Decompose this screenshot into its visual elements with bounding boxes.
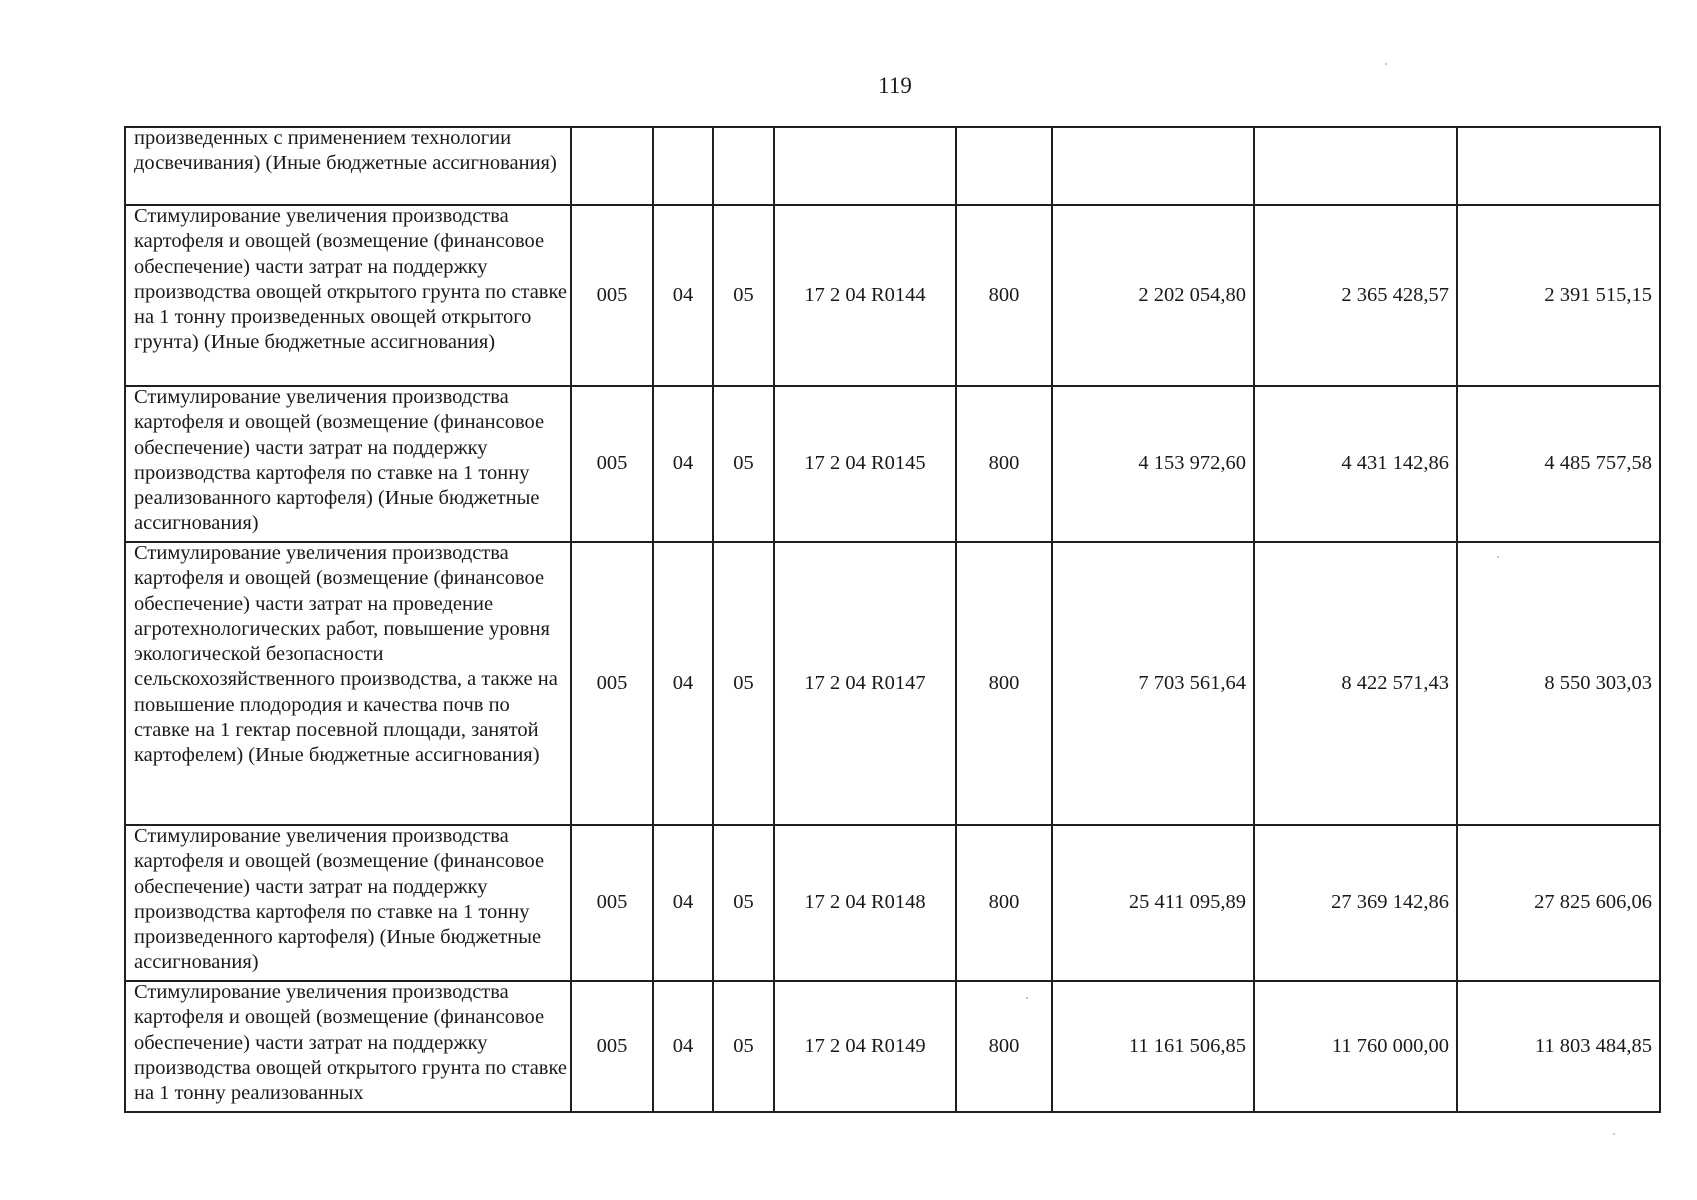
description-text: Стимулирование увеличения производства картофеля и овощей (возмещение (финансовое обеспечение) части затрат на поддержку производства картофеля по ставке на 1 тонну произведенного картофеля) (Иные бюджетные ассигнования) — [134, 825, 545, 974]
row-description — [125, 127, 571, 205]
amount-year-3: 11 803 484,85 — [1457, 981, 1660, 1112]
ministry-code: 005 — [571, 825, 653, 981]
target-article-code: 17 2 04 R0144 — [774, 205, 956, 386]
section-code: 04 — [653, 542, 713, 825]
subsection-code: 05 — [713, 981, 774, 1112]
amount-year-2: 8 422 571,43 — [1254, 542, 1457, 825]
expense-type-code: 800 — [956, 386, 1052, 542]
target-article-code — [774, 127, 956, 205]
subsection-code: 05 — [713, 386, 774, 542]
amount-year-1: 2 202 054,80 — [1052, 205, 1254, 386]
description-text: Стимулирование увеличения производства картофеля и овощей (возмещение (финансовое обеспечение) части затрат на проведение агротехнологических работ, повышение уровня экологической безопасности сельскохозяйственного производства, а также на повышение плодородия и качества почв по ставке на 1 гектар посевной площади, занятой картофелем) (Иные бюджетные ассигнования) — [134, 542, 558, 767]
ministry-code: 005 — [571, 205, 653, 386]
table-row — [125, 825, 1660, 981]
section-code — [653, 127, 713, 205]
amount-year-2: 2 365 428,57 — [1254, 205, 1457, 386]
row-description — [125, 825, 571, 981]
table-row — [125, 386, 1660, 542]
subsection-code: 05 — [713, 205, 774, 386]
description-text: Стимулирование увеличения производства картофеля и овощей (возмещение (финансовое обеспечение) части затрат на поддержку производства картофеля по ставке на 1 тонну реализованного картофеля) (Иные бюджетные ассигнования) — [134, 386, 545, 535]
target-article-code: 17 2 04 R0149 — [774, 981, 956, 1112]
target-article-code: 17 2 04 R0147 — [774, 542, 956, 825]
section-code: 04 — [653, 981, 713, 1112]
row-description — [125, 981, 571, 1112]
table-row — [125, 127, 1660, 205]
description-text: Стимулирование увеличения производства картофеля и овощей (возмещение (финансовое обеспечение) части затрат на поддержку производства овощей открытого грунта по ставке на 1 тонну произведенных овощей открытого грунта) (Иные бюджетные ассигнования) — [134, 205, 568, 354]
amount-year-1: 11 161 506,85 — [1052, 981, 1254, 1112]
scan-speck — [1026, 997, 1028, 999]
expense-type-code: 800 — [956, 825, 1052, 981]
budget-table — [124, 126, 1661, 1113]
subsection-code: 05 — [713, 825, 774, 981]
scan-speck — [1613, 1133, 1615, 1135]
amount-year-2: 27 369 142,86 — [1254, 825, 1457, 981]
amount-year-1 — [1052, 127, 1254, 205]
table-row — [125, 542, 1660, 825]
amount-year-2: 4 431 142,86 — [1254, 386, 1457, 542]
table-row — [125, 205, 1660, 386]
amount-year-1: 25 411 095,89 — [1052, 825, 1254, 981]
page-number: 119 — [878, 73, 912, 98]
expense-type-code: 800 — [956, 981, 1052, 1112]
ministry-code: 005 — [571, 542, 653, 825]
row-description — [125, 542, 571, 825]
subsection-code: 05 — [713, 542, 774, 825]
amount-year-1: 7 703 561,64 — [1052, 542, 1254, 825]
target-article-code: 17 2 04 R0148 — [774, 825, 956, 981]
expense-type-code: 800 — [956, 205, 1052, 386]
amount-year-3: 8 550 303,03 — [1457, 542, 1660, 825]
scan-speck — [1385, 63, 1387, 65]
expense-type-code — [956, 127, 1052, 205]
amount-year-3: 27 825 606,06 — [1457, 825, 1660, 981]
ministry-code: 005 — [571, 981, 653, 1112]
section-code: 04 — [653, 825, 713, 981]
expense-type-code: 800 — [956, 542, 1052, 825]
amount-year-2 — [1254, 127, 1457, 205]
description-text: произведенных с применением технологии досвечивания) (Иные бюджетные ассигнования) — [134, 127, 557, 175]
section-code: 04 — [653, 386, 713, 542]
amount-year-3 — [1457, 127, 1660, 205]
section-code: 04 — [653, 205, 713, 386]
scan-speck — [1497, 556, 1499, 558]
amount-year-2: 11 760 000,00 — [1254, 981, 1457, 1112]
description-text: Стимулирование увеличения производства картофеля и овощей (возмещение (финансовое обеспечение) части затрат на поддержку производства овощей открытого грунта по ставке на 1 тонну реализованных — [134, 981, 568, 1105]
amount-year-3: 4 485 757,58 — [1457, 386, 1660, 542]
ministry-code — [571, 127, 653, 205]
subsection-code — [713, 127, 774, 205]
amount-year-3: 2 391 515,15 — [1457, 205, 1660, 386]
target-article-code: 17 2 04 R0145 — [774, 386, 956, 542]
table-row — [125, 981, 1660, 1112]
amount-year-1: 4 153 972,60 — [1052, 386, 1254, 542]
row-description — [125, 205, 571, 386]
ministry-code: 005 — [571, 386, 653, 542]
row-description — [125, 386, 571, 542]
